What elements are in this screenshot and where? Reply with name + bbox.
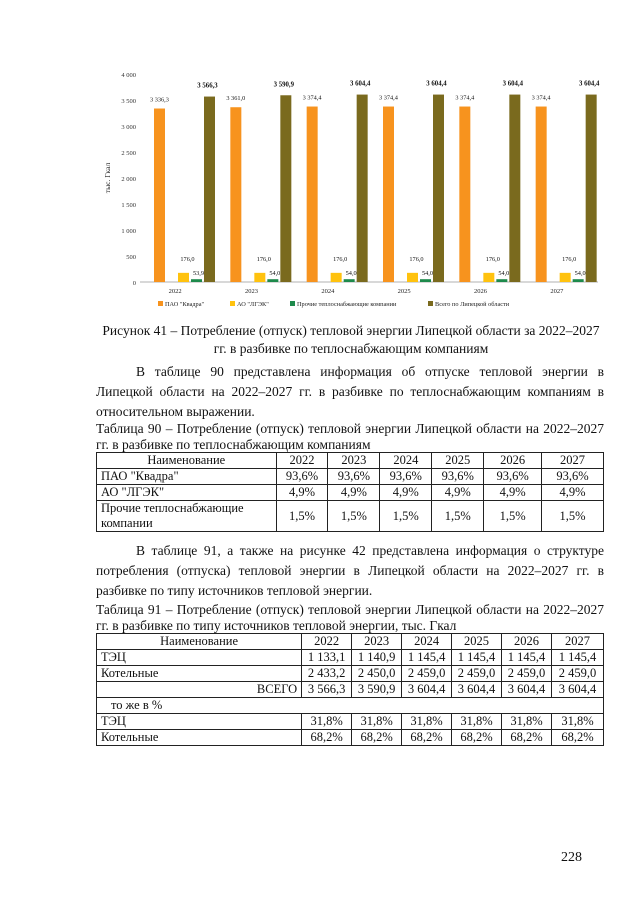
data-label: 53,9 — [192, 270, 205, 278]
y-tick-label: 2 500 — [121, 150, 136, 157]
cell-value: 93,6% — [484, 469, 542, 485]
y-tick-label: 3 500 — [121, 98, 136, 105]
bar — [420, 279, 431, 282]
bar — [433, 95, 444, 282]
x-tick-label: 2022 — [168, 288, 182, 295]
y-axis-title: тыс. Гкал — [103, 162, 112, 194]
cell-value: 2 450,0 — [352, 666, 402, 682]
table90 — [96, 452, 604, 532]
bar — [178, 273, 189, 282]
table-header-row — [97, 453, 604, 469]
row-label: Прочие теплоснабжающие компании — [97, 501, 277, 532]
data-label: 3 374,4 — [531, 94, 551, 102]
header-year: 2026 — [502, 634, 552, 650]
cell-value: 93,6% — [328, 469, 380, 485]
row-label: Котельные — [97, 730, 302, 746]
row-label: ВСЕГО — [97, 682, 302, 698]
cell-value: 93,6% — [276, 469, 328, 485]
cell-value: 1,5% — [328, 501, 380, 532]
cell-value: 31,8% — [402, 714, 452, 730]
bar — [154, 109, 165, 282]
data-label: 3 566,3 — [197, 82, 218, 90]
bar — [509, 95, 520, 282]
header-year: 2025 — [452, 634, 502, 650]
x-tick-label: 2025 — [397, 288, 411, 295]
header-year: 2023 — [328, 453, 380, 469]
cell-value: 93,6% — [432, 469, 484, 485]
section-label: то же в % — [97, 698, 604, 714]
cell-value: 2 459,0 — [502, 666, 552, 682]
cell-value: 68,2% — [452, 730, 502, 746]
bar — [307, 107, 318, 282]
bar — [459, 107, 470, 282]
legend-label: ПАО "Квадра" — [165, 301, 205, 308]
bar — [280, 95, 291, 282]
cell-value: 3 604,4 — [552, 682, 604, 698]
cell-value: 31,8% — [502, 714, 552, 730]
table-row — [97, 650, 604, 666]
y-tick-label: 4 000 — [121, 72, 136, 79]
paragraph-table90-intro — [96, 362, 604, 422]
bar — [267, 279, 278, 282]
data-label: 3 604,4 — [578, 80, 600, 88]
bar — [331, 273, 342, 282]
cell-value: 2 459,0 — [452, 666, 502, 682]
y-tick-label: 500 — [126, 254, 136, 261]
header-year: 2022 — [302, 634, 352, 650]
cell-value: 1 133,1 — [302, 650, 352, 666]
row-label: Котельные — [97, 666, 302, 682]
table90-caption: Таблица 90 – Потребление (отпуск) тепловой энергии Липецкой области на 2022–2027 гг. в разбивке по теплоснабжающим компаниям — [96, 421, 604, 452]
data-label: 3 361,0 — [226, 95, 246, 103]
consumption-bar-chart — [90, 60, 600, 315]
bar — [407, 273, 418, 282]
table-row — [97, 714, 604, 730]
row-label: ТЭЦ — [97, 650, 302, 666]
cell-value: 1 145,4 — [452, 650, 502, 666]
data-label: 176,0 — [485, 255, 500, 263]
data-label: 3 374,4 — [302, 94, 322, 102]
y-tick-label: 3 000 — [121, 124, 136, 131]
cell-value: 1 145,4 — [552, 650, 604, 666]
bar — [191, 279, 202, 282]
paragraph-text: В таблице 90 представлена информация об отпуске тепловой энергии в Липецкой области на 2022–2027 гг. в разбивке по теплоснабжающим компаниям в относительном выражении. — [96, 364, 604, 419]
row-label: ПАО "Квадра" — [97, 469, 277, 485]
bar — [586, 95, 597, 282]
cell-value: 93,6% — [380, 469, 432, 485]
cell-value: 68,2% — [302, 730, 352, 746]
cell-value: 1 145,4 — [402, 650, 452, 666]
table-row — [97, 682, 604, 698]
row-label: ТЭЦ — [97, 714, 302, 730]
cell-value: 4,9% — [276, 485, 328, 501]
cell-value: 3 604,4 — [502, 682, 552, 698]
x-tick-label: 2027 — [550, 288, 564, 295]
header-year: 2026 — [484, 453, 542, 469]
data-label: 3 604,4 — [426, 80, 447, 88]
cell-value: 1,5% — [276, 501, 328, 532]
table-row — [97, 730, 604, 746]
cell-value: 31,8% — [352, 714, 402, 730]
bar — [230, 107, 241, 282]
cell-value: 4,9% — [328, 485, 380, 501]
cell-value: 2 459,0 — [402, 666, 452, 682]
x-tick-label: 2026 — [474, 288, 487, 295]
header-year: 2025 — [432, 453, 484, 469]
data-label: 54,0 — [498, 270, 510, 278]
legend-swatch — [230, 301, 235, 306]
cell-value: 1,5% — [432, 501, 484, 532]
bar — [496, 279, 507, 282]
header-year: 2022 — [276, 453, 328, 469]
data-label: 54,0 — [269, 270, 281, 278]
cell-value: 31,8% — [452, 714, 502, 730]
cell-value: 68,2% — [502, 730, 552, 746]
data-label: 176,0 — [562, 255, 577, 263]
cell-value: 68,2% — [352, 730, 402, 746]
data-label: 176,0 — [333, 255, 348, 263]
table-row — [97, 469, 604, 485]
table-header-row — [97, 634, 604, 650]
data-label: 3 604,4 — [349, 80, 371, 88]
header-year: 2024 — [380, 453, 432, 469]
cell-value: 2 459,0 — [552, 666, 604, 682]
header-year: 2027 — [542, 453, 604, 469]
cell-value: 1,5% — [542, 501, 604, 532]
cell-value: 1 140,9 — [352, 650, 402, 666]
cell-value: 4,9% — [380, 485, 432, 501]
cell-value: 3 566,3 — [302, 682, 352, 698]
cell-value: 1 145,4 — [502, 650, 552, 666]
header-year: 2027 — [552, 634, 604, 650]
table91 — [96, 633, 604, 746]
legend-label: АО "ЛГЭК" — [237, 301, 269, 308]
header-year: 2023 — [352, 634, 402, 650]
data-label: 54,0 — [421, 270, 434, 278]
cell-value: 3 590,9 — [352, 682, 402, 698]
bar — [483, 273, 494, 282]
y-tick-label: 1 500 — [121, 202, 136, 209]
legend-label: Всего по Липецкой области — [435, 301, 510, 308]
cell-value: 3 604,4 — [402, 682, 452, 698]
figure-caption: Рисунок 41 – Потребление (отпуск) тепловой энергии Липецкой области за 2022–2027 гг. в разбивке по теплоснабжающим компаниям — [102, 323, 600, 356]
data-label: 54,0 — [345, 270, 357, 278]
cell-value: 1,5% — [484, 501, 542, 532]
cell-value: 31,8% — [302, 714, 352, 730]
paragraph-table91-intro — [96, 541, 604, 601]
bar — [204, 97, 215, 282]
bar — [344, 279, 355, 282]
cell-value: 1,5% — [380, 501, 432, 532]
cell-value: 4,9% — [542, 485, 604, 501]
x-tick-label: 2023 — [245, 288, 258, 295]
header-year: 2024 — [402, 634, 452, 650]
x-tick-label: 2024 — [321, 288, 335, 295]
data-label: 3 604,4 — [502, 80, 524, 88]
paragraph-text: В таблице 91, а также на рисунке 42 представлена информация о структуре потребления (отпуска) тепловой энергии в Липецкой области на 2022–2027 гг. в разбивке по типу источников тепловой энергии. — [96, 543, 604, 598]
section-row — [97, 698, 604, 714]
bar — [254, 273, 265, 282]
header-name: Наименование — [97, 634, 302, 650]
row-label: АО "ЛГЭК" — [97, 485, 277, 501]
page-number: 228 — [561, 850, 582, 865]
data-label: 3 590,9 — [273, 81, 295, 89]
bar — [383, 107, 394, 282]
cell-value: 3 604,4 — [452, 682, 502, 698]
legend-swatch — [428, 301, 433, 306]
table-row — [97, 485, 604, 501]
header-name: Наименование — [97, 453, 277, 469]
cell-value: 68,2% — [552, 730, 604, 746]
data-label: 54,0 — [574, 270, 586, 278]
data-label: 176,0 — [256, 255, 271, 263]
cell-value: 4,9% — [484, 485, 542, 501]
table-row — [97, 501, 604, 532]
legend-label: Прочие теплоснабжающие компании — [297, 301, 397, 308]
data-label: 3 374,4 — [455, 94, 475, 102]
bar — [560, 273, 571, 282]
y-tick-label: 0 — [132, 280, 136, 287]
data-label: 176,0 — [180, 255, 195, 263]
legend-swatch — [158, 301, 163, 306]
cell-value: 31,8% — [552, 714, 604, 730]
cell-value: 2 433,2 — [302, 666, 352, 682]
cell-value: 93,6% — [542, 469, 604, 485]
legend-swatch — [290, 301, 295, 306]
table91-caption: Таблица 91 – Потребление (отпуск) тепловой энергии Липецкой области на 2022–2027 гг. в разбивке по типу источников тепловой энергии, тыс. Гкал — [96, 602, 604, 633]
y-tick-label: 1 000 — [121, 228, 136, 235]
data-label: 176,0 — [409, 255, 424, 263]
cell-value: 68,2% — [402, 730, 452, 746]
bar — [357, 95, 368, 282]
table-row — [97, 666, 604, 682]
data-label: 3 336,3 — [150, 96, 169, 104]
y-tick-label: 2 000 — [121, 176, 136, 183]
bar — [573, 279, 584, 282]
bar — [536, 107, 547, 282]
cell-value: 4,9% — [432, 485, 484, 501]
data-label: 3 374,4 — [379, 94, 398, 102]
